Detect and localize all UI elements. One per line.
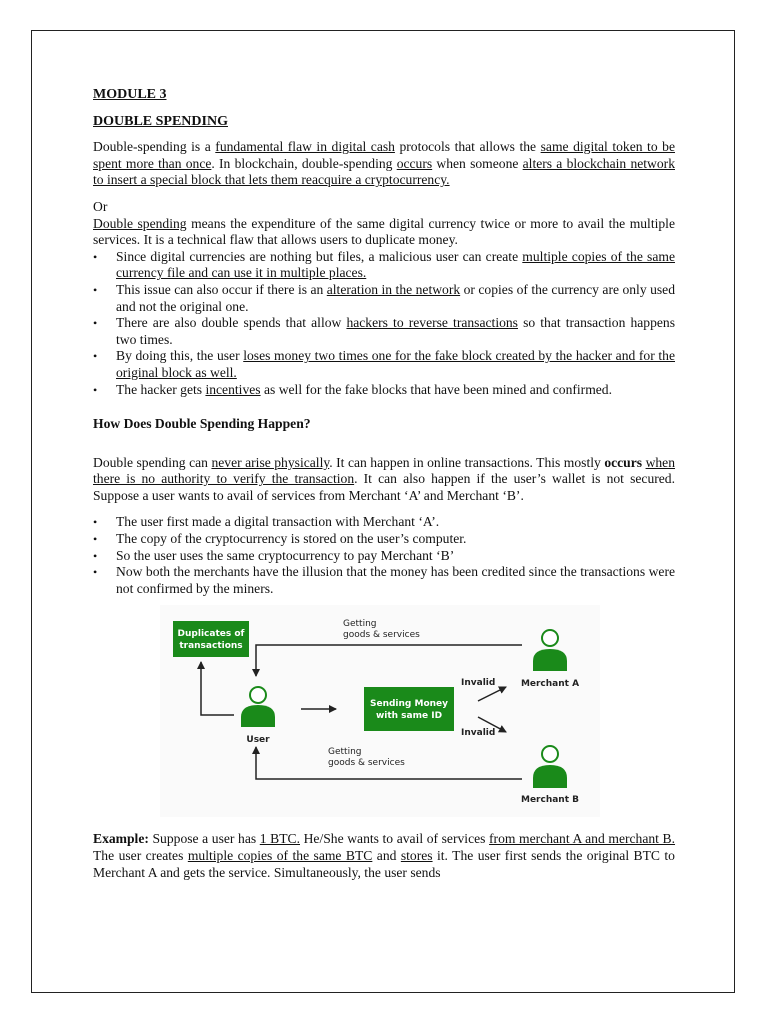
issues-list — [93, 249, 675, 398]
intro-paragraph: Double-spending is a fundamental flaw in digital cash protocols that allows the same digital token to be spent more than once. In blockchain, double-spending occurs when someone alters a blockchain network to insert a special block that lets them reacquire a cryptocurrency. — [93, 139, 675, 188]
sending-label-line2: with same ID — [375, 711, 443, 722]
merchant-b-label: Merchant B — [520, 795, 580, 806]
getting-bottom-line1: Getting — [328, 747, 362, 758]
invalid-top-label: Invalid — [461, 678, 496, 689]
module-title: MODULE 3 — [93, 87, 167, 102]
list-item: • The copy of the cryptocurrency is stored on the user’s computer. — [93, 531, 675, 548]
document-body — [93, 87, 675, 881]
list-item: • By doing this, the user loses money two times one for the fake block created by the hacker and for the original block as well. — [93, 348, 675, 381]
section-title: DOUBLE SPENDING — [93, 113, 228, 129]
duplicates-box — [173, 621, 249, 657]
or-label: Or — [93, 198, 108, 214]
sending-label-line1: Sending Money — [369, 699, 449, 710]
double-spending-diagram — [93, 605, 675, 817]
list-item: • Since digital currencies are nothing but files, a malicious user can create multiple copies of the same currency file and can use it in multiple places. — [93, 249, 675, 282]
list-item: • The hacker gets incentives as well for the fake blocks that have been mined and confirmed. — [93, 382, 675, 399]
example-paragraph: Example: Suppose a user has 1 BTC. He/She wants to avail of services from merchant A and merchant B. The user creates multiple copies of the same BTC and stores it. The user first sends the original BTC to Merchant A and gets the service. Simultaneously, the user sends — [93, 831, 676, 880]
getting-bottom-line2: goods & services — [328, 758, 405, 769]
list-item: • This issue can also occur if there is an alteration in the network or copies of the currency are only used and not the original one. — [93, 282, 675, 315]
list-item: • There are also double spends that allow hackers to reverse transactions so that transaction happens two times. — [93, 315, 675, 348]
invalid-bottom-label: Invalid — [461, 728, 496, 739]
steps-list — [93, 514, 675, 597]
getting-top-line2: goods & services — [343, 630, 420, 641]
list-item: • The user first made a digital transaction with Merchant ‘A’. — [93, 514, 675, 531]
getting-top-line1: Getting — [343, 619, 377, 630]
duplicates-label-line2: transactions — [179, 641, 243, 652]
how-paragraph: Double spending can never arise physically. It can happen in online transactions. This mostly occurs when there is no authority to verify the transaction. It can also happen if the user’s wallet is not secured. Suppose a user wants to avail of services from Merchant ‘A’ and Merchant ‘B’. — [93, 454, 676, 503]
sending-money-box — [364, 687, 454, 731]
list-item: • Now both the merchants have the illusion that the money has been credited since the transactions were not confirmed by the miners. — [93, 564, 675, 597]
how-heading: How Does Double Spending Happen? — [93, 416, 311, 432]
merchant-a-label: Merchant A — [520, 679, 580, 690]
user-label: User — [246, 735, 270, 746]
duplicates-label-line1: Duplicates of — [177, 629, 245, 640]
definition-paragraph: Double spending means the expenditure of the same digital currency twice or more to avail the multiple services. It is a technical flaw that allows users to duplicate money. — [93, 215, 675, 248]
list-item: • So the user uses the same cryptocurrency to pay Merchant ‘B’ — [93, 548, 675, 565]
